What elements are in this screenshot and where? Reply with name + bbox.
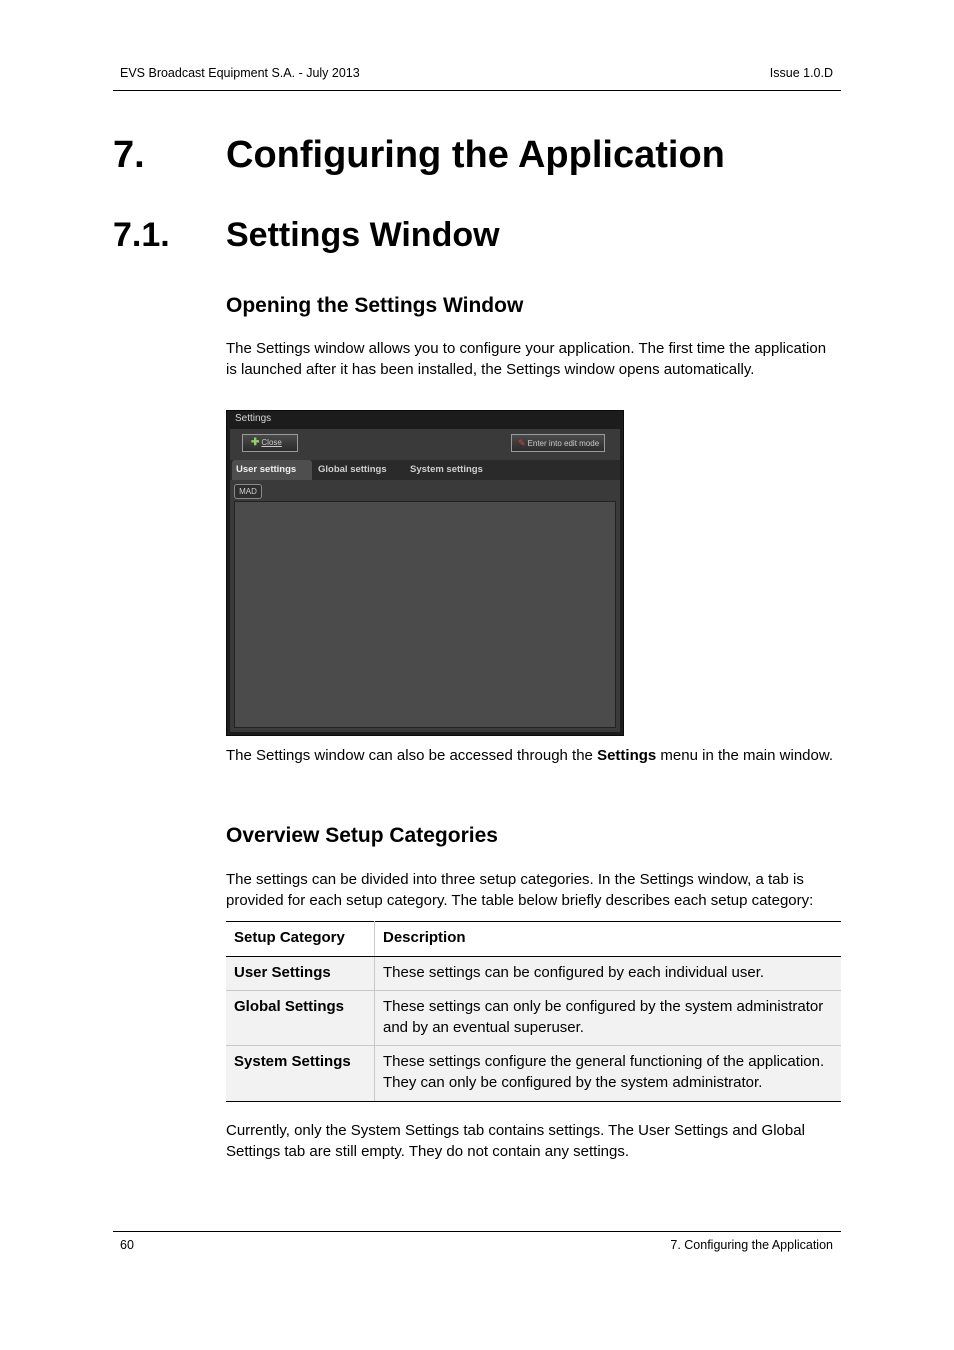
table-cell-description: These settings can be configured by each individual user. bbox=[375, 956, 842, 991]
table-row bbox=[226, 956, 841, 991]
table-header-row bbox=[226, 922, 841, 957]
edit-mode-button[interactable] bbox=[511, 434, 605, 452]
settings-tab-content bbox=[230, 480, 620, 732]
settings-window-screenshot bbox=[226, 410, 624, 736]
access-note-settings-menu: Settings bbox=[597, 747, 657, 764]
settings-window-title: Settings bbox=[235, 413, 272, 424]
table-header-description: Description bbox=[375, 922, 842, 957]
tab-system-settings[interactable]: System settings bbox=[410, 464, 483, 475]
header-rule bbox=[113, 90, 841, 91]
setup-categories-table bbox=[226, 921, 841, 1102]
close-button-label: Close bbox=[261, 438, 282, 447]
overview-outro: Currently, only the System Settings tab contains settings. The User Settings and Global Settings tab are still empty. They do not contain any settings. bbox=[226, 1122, 805, 1160]
footer-chapter: 7. Configuring the Application bbox=[670, 1238, 833, 1252]
footer-rule bbox=[113, 1231, 841, 1232]
access-note-text-1: The Settings window can also be accessed through the bbox=[226, 747, 598, 764]
header-issue: Issue 1.0.D bbox=[769, 66, 833, 80]
tab-global-settings[interactable]: Global settings bbox=[318, 464, 387, 475]
table-cell-category: Global Settings bbox=[226, 991, 375, 1046]
section-title: Settings Window bbox=[226, 216, 500, 254]
overview-intro: The settings can be divided into three setup categories. In the Settings window, a tab is provided for each setup category. The table below briefly describes each setup category: bbox=[226, 871, 814, 909]
table-cell-category: User Settings bbox=[226, 956, 375, 991]
header-left-text: EVS Broadcast Equipment S.A. - July 2013 bbox=[120, 66, 360, 80]
chapter-title: Configuring the Application bbox=[226, 134, 725, 176]
opening-heading: Opening the Settings Window bbox=[226, 294, 524, 317]
chapter-number: 7. bbox=[113, 134, 145, 176]
access-note-text-2: menu in the main window. bbox=[656, 747, 834, 764]
section-number: 7.1. bbox=[113, 216, 170, 254]
settings-panel bbox=[234, 501, 616, 728]
settings-tab-bar bbox=[230, 460, 620, 480]
opening-intro: The Settings window allows you to configure your application. The first time the application is launched after it has been installed, the Settings window opens automatically. bbox=[226, 340, 827, 378]
table-cell-description: These settings configure the general functioning of the application. They can only be configured by the system administrator. bbox=[375, 1046, 842, 1101]
overview-heading: Overview Setup Categories bbox=[226, 824, 498, 847]
table-cell-description: These settings can only be configured by the system administrator and by an eventual superuser. bbox=[375, 991, 842, 1046]
table-row bbox=[226, 991, 841, 1046]
mad-badge[interactable]: MAD bbox=[234, 484, 262, 499]
edit-mode-button-label: Enter into edit mode bbox=[527, 439, 600, 448]
table-header-category: Setup Category bbox=[226, 922, 375, 957]
pencil-icon: ✎ bbox=[518, 438, 526, 448]
settings-access-note bbox=[226, 746, 836, 767]
plus-icon: ✚ bbox=[251, 437, 260, 448]
close-button[interactable] bbox=[242, 434, 298, 452]
table-cell-category: System Settings bbox=[226, 1046, 375, 1101]
page-number: 60 bbox=[120, 1238, 134, 1252]
table-row bbox=[226, 1046, 841, 1101]
tab-user-settings[interactable]: User settings bbox=[232, 460, 312, 480]
